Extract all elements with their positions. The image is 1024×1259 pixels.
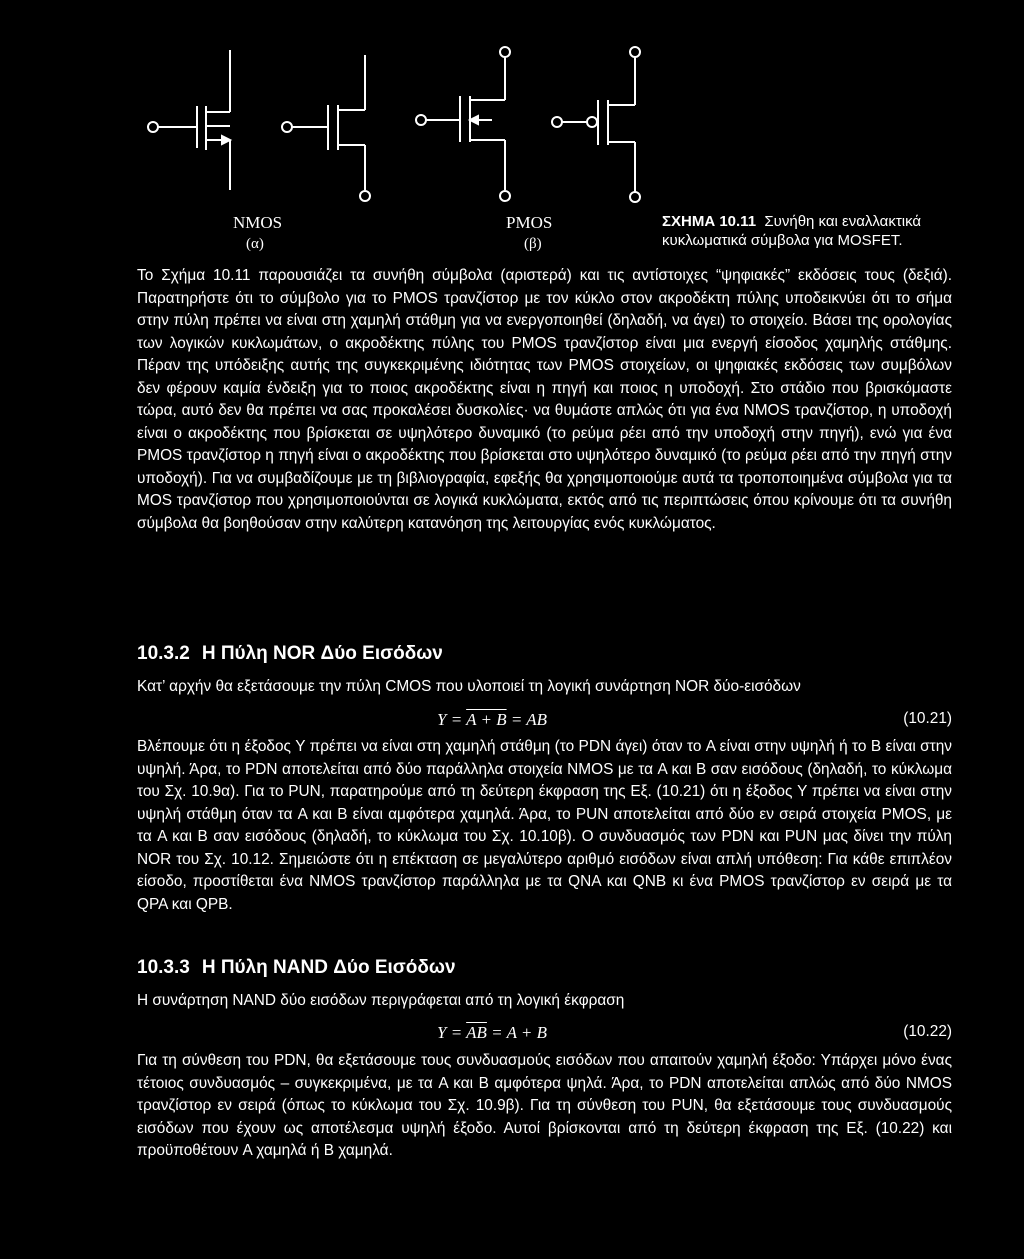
equation-10-21 [137,710,952,734]
section-heading-nand [137,957,456,979]
equation-number: (10.22) [903,1023,952,1040]
nor-intro [137,676,952,699]
mosfet-symbols-figure [0,0,1024,260]
caption-number: ΣΧΗΜΑ 10.11 [662,213,757,230]
caption-text: Συνήθη και εναλλακτικά κυκλωματικά σύμβολα για MOSFET. [662,213,922,249]
nand-intro [137,990,952,1013]
nor-body-text: Βλέπουμε ότι η έξοδος Y πρέπει να είναι στη χαμηλή στάθμη (το PDN άγει) όταν το A είναι στην υψηλή ή το B είναι στην υψηλή. Άρα, το PDN αποτελείται από δύο παράλληλα στοιχεία NMOS με τα A και B σαν εισόδους (δηλαδή, το κύκλωμα του Σχ. 10.9α). Για το PUN, παρατηρούμε από τη δεύτερη έκφραση της Εξ. (10.21) ότι η έξοδος Y πρέπει να είναι στην υψηλή στάθμη όταν τα A και B είναι αμφότερα χαμηλά. Άρα, το PUN αποτελείται από δύο εν σειρά στοιχεία PMOS, με τα A και B σαν εισόδους (δηλαδή, το κύκλωμα του Σχ. 10.10β). Ο συνδυασμός των PDN και PUN μας δίνει την πύλη NOR του Σχ. 10.12. Σημειώστε ότι η επέκταση σε μεγαλύτερο αριθμό εισόδων είναι απλή υπόθεση: Για κάθε επιπλέον είσοδο, προστίθεται ένα NMOS τρανζίστορ παράλληλα με τα QNA και QNB κι ένα PMOS τρανζίστορ εν σειρά με τα QPA και QPB. [137,738,952,913]
equation-number: (10.21) [903,710,952,727]
nor-body [137,736,952,916]
nmos-standard-symbol [148,50,230,190]
pmos-label: PMOS [506,213,553,232]
label-a: (α) [246,236,264,252]
section-heading-nor [137,643,443,665]
nor-intro-text: Κατ’ αρχήν θα εξετάσουμε την πύλη CMOS που υλοποιεί τη λογική συνάρτηση NOR δύο-εισόδων [137,678,801,695]
nand-intro-text: Η συνάρτηση NAND δύο εισόδων περιγράφεται από τη λογική έκφραση [137,992,625,1009]
pmos-standard-symbol [416,47,510,201]
equation-10-22 [137,1023,952,1047]
nand-body [137,1050,952,1163]
section-number: 10.3.3 [137,957,190,978]
equation-expression: $Y = \overline{AB} = A + B$ [437,1023,548,1042]
label-b: (β) [524,236,542,252]
paragraph-intro-text: Το Σχήμα 10.11 παρουσιάζει τα συνήθη σύμβολα (αριστερά) και τις αντίστοιχες “ψηφιακές” εκδόσεις τους (δεξιά). Παρατηρήστε ότι το σύμβολο για το PMOS τρανζίστορ με τον κύκλο στον ακροδέκτη πύλης υποδεικνύει ότι το σήμα στην πύλη πρέπει να είναι στη χαμηλή στάθμη για να ενεργοποιηθεί (δηλαδή, να άγει) το στοιχείο. Βάσει της ορολογίας των λογικών κυκλωμάτων, ο ακροδέκτης πύλης του PMOS τρανζίστορ είναι μια ενεργή είσοδος χαμηλής στάθμης. Πέραν της υπόδειξης αυτής της συγκεκριμένης ιδιότητας των PMOS στοιχείων, οι ψηφιακές εκδόσεις των συμβόλων δεν φέρουν καμία ένδειξη για το ποιος ακροδέκτης είναι η πηγή και ποιος η υποδοχή. Στο στάδιο που βρισκόμαστε τώρα, αυτό δεν θα πρέπει να σας προκαλέσει δυσκολίες· να θυμάστε απλώς ότι για ένα NMOS τρανζίστορ, η υποδοχή είναι ο ακροδέκτης που βρίσκεται σε υψηλότερο δυναμικό (το ρεύμα ρέει από την υποδοχή στην πηγή), ενώ για ένα PMOS τρανζίστορ η πηγή είναι ο ακροδέκτης που βρίσκεται στο υψηλότερο δυναμικό (το ρεύμα ρέει από την πηγή στην υποδοχή). Για να συμβαδίζουμε με τη βιβλιογραφία, εφεξής θα χρησιμοποιούμε αυτά τα τροποποιημένα σύμβολα για τα MOS τρανζίστορ που χρησιμοποιούνται σε λογικά κυκλώματα, εκτός από τις περιπτώσεις όπου κρίνουμε ότι τα συνήθη σύμβολα θα βοηθούσαν στην καλύτερη κατανόηση της λειτουργίας ενός κυκλώματος. [137,267,952,532]
section-title: Η Πύλη NOR Δύο Εισόδων [201,643,443,664]
figure-caption [662,212,1002,250]
section-title: Η Πύλη NAND Δύο Εισόδων [201,957,456,978]
nand-body-text: Για τη σύνθεση του PDN, θα εξετάσουμε τους συνδυασμούς εισόδων που απαιτούν χαμηλή έξοδο: Υπάρχει μόνο ένας τέτοιος συνδυασμός – συγκεκριμένα, με τα A και B αμφότερα ψηλά. Άρα, το PDN αποτελείται απλώς από δύο NMOS τρανζίστορ εν σειρά (όπως το κύκλωμα του Σχ. 10.9β). Για τη σύνθεση του PUN, θα εξετάσουμε τους συνδυασμούς εισόδων που έχουν ως αποτέλεσμα υψηλή έξοδο. Αυτοί βρίσκονται από τη δεύτερη έκφραση της Εξ. (10.22) και προϋποθέτουν A χαμηλά ή B χαμηλά. [137,1052,952,1159]
section-number: 10.3.2 [137,643,190,664]
equation-expression: Y = A + B = AB [437,710,548,729]
paragraph-intro [137,265,952,535]
pmos-digital-symbol [552,47,640,202]
nmos-digital-symbol [282,55,370,201]
nmos-label: NMOS [233,213,283,232]
